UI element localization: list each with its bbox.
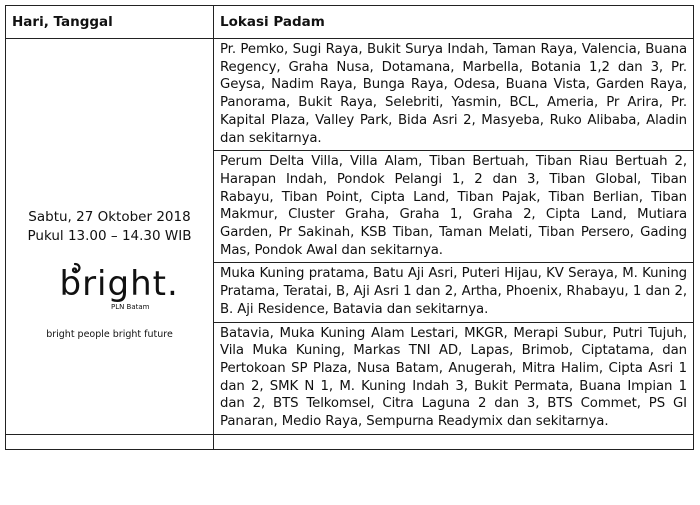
- schedule-cell: [6, 39, 214, 435]
- logo-wordmark: [40, 264, 180, 305]
- location-cell: Pr. Pemko, Sugi Raya, Bukit Surya Indah, Taman Raya, Valencia, Buana Regency, Graha Nusa, Dotamana, Marbella, Botania 1,2 dan 3, Pr. Geysa, Nadim Raya, Bunga Raya, Odesa, Buana Vista, Garden Raya, Panorama, Bukit Raya, Selebriti, Yasmin, BCL, Ameria, Pr Arira, Pr. Kapital Plaza, Valley Park, Bida Asri 2, Masyeba, Ruko Alibaba, Aladin dan sekitarnya.: [214, 39, 694, 151]
- location-cell: Muka Kuning pratama, Batu Aji Asri, Puteri Hijau, KV Seraya, M. Kuning Pratama, Teratai, B, Aji Asri 1 dan 2, Artha, Phoenix, Rhabayu, 1 dan 2, B. Aji Residence, Batavia dan sekitarnya.: [214, 263, 694, 322]
- header-row: [6, 6, 694, 39]
- table-row: [6, 39, 694, 151]
- logo-tagline: bright people bright future: [46, 329, 173, 341]
- logo-word-text: bright: [59, 264, 167, 305]
- empty-cell: [214, 434, 694, 449]
- header-location: Lokasi Padam: [214, 6, 694, 39]
- empty-cell: [6, 434, 214, 449]
- schedule-time: Pukul 13.00 – 14.30 WIB: [27, 228, 192, 245]
- bright-logo: [40, 264, 180, 317]
- swirl-icon: [66, 262, 84, 280]
- table-row-empty: [6, 434, 694, 449]
- logo-subtitle: PLN Batam: [110, 303, 150, 312]
- outage-schedule-table: [5, 5, 694, 450]
- location-cell: Perum Delta Villa, Villa Alam, Tiban Bertuah, Tiban Riau Bertuah 2, Harapan Indah, Pondok Pelangi 1, 2 dan 3, Tiban Global, Tiban Rabayu, Tiban Point, Cipta Land, Tiban Pajak, Tiban Berlian, Tiban Makmur, Cluster Graha, Graha 1, Graha 2, Cipta Land, Mutiara Garden, Pr Sakinah, KSB Tiban, Taman Melati, Tiban Persero, Gading Mas, Pondok Awal dan sekitarnya.: [214, 151, 694, 263]
- schedule-date: Sabtu, 27 Oktober 2018: [28, 209, 191, 226]
- logo-dot: .: [166, 264, 179, 305]
- location-cell: Batavia, Muka Kuning Alam Lestari, MKGR, Merapi Subur, Putri Tujuh, Vila Muka Kuning, Markas TNI AD, Lapas, Brimob, Ciptatama, dan Pertokoan SP Plaza, Nusa Batam, Anugerah, Mitra Halim, Cipta Asri 1 dan 2, SMK N 1, M. Kuning Indah 3, Bukit Permata, Buana Impian 1 dan 2, BTS Telkomsel, Citra Laguna 2 dan 3, BTS Commet, PS GI Panaran, Medio Raya, Sempurna Readymix dan sekitarnya.: [214, 322, 694, 434]
- header-date: Hari, Tanggal: [6, 6, 214, 39]
